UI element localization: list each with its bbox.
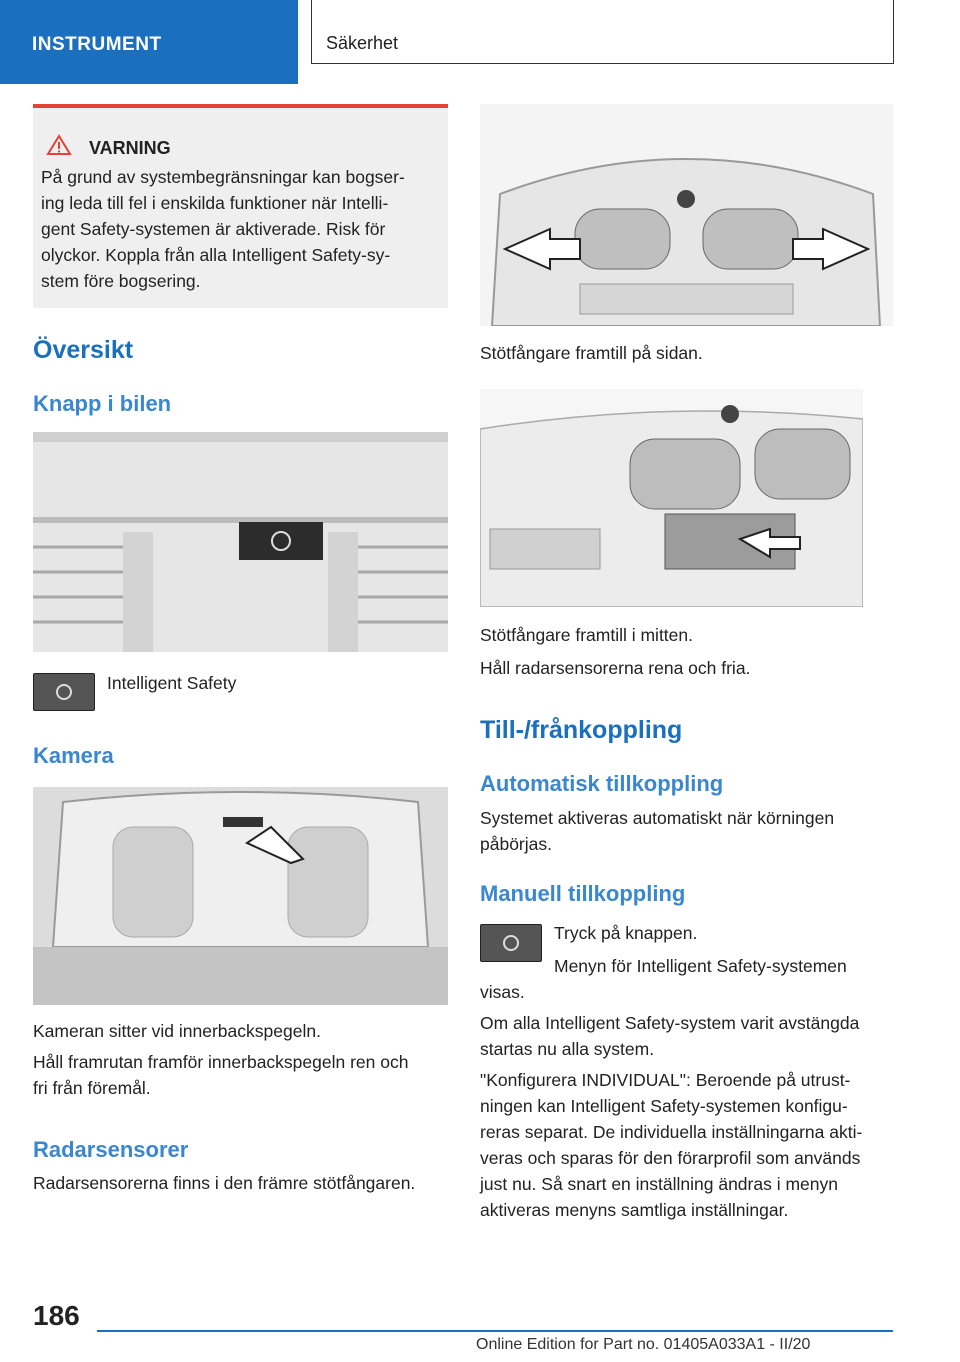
text-line: reras separat. De individuella inställningarna akti-: [480, 1122, 863, 1142]
auto-text-b: påbörjas.: [480, 834, 552, 854]
warning-body: [41, 164, 441, 294]
text-line: veras och sparas för den förarprofil som används: [480, 1148, 861, 1168]
heading-knapp: Knapp i bilen: [33, 391, 172, 416]
footer-edition: Online Edition for Part no. 01405A033A1 - II/20: [476, 1336, 811, 1353]
heading-manuell: Manuell tillkoppling: [480, 881, 686, 906]
warning-line: På grund av systembegränsningar kan bogser-: [41, 167, 405, 187]
camera-interior-image: [33, 787, 448, 1005]
warning-title: VARNING: [89, 138, 171, 158]
bumper-center-image: [480, 389, 863, 607]
warning-box: [33, 104, 448, 308]
header-topic-box: [311, 0, 894, 64]
heading-kamera: Kamera: [33, 743, 114, 768]
caption-center: Stötfångare framtill i mitten.: [480, 625, 693, 645]
paragraph-individual: [480, 1067, 862, 1223]
intelligent-safety-button-icon: [480, 924, 542, 962]
auto-text-a: Systemet aktiveras automatiskt när körningen: [480, 808, 835, 828]
warning-line: ing leda till fel i enskilda funktioner när Intelli-: [41, 193, 389, 213]
heading-oversikt: Översikt: [33, 336, 134, 364]
kamera-text-2b: fri från föremål.: [33, 1078, 151, 1098]
caption-side: Stötfångare framtill på sidan.: [480, 343, 703, 363]
dashboard-button-image: [33, 432, 448, 652]
warning-triangle-icon: [46, 134, 72, 156]
warning-line: olyckor. Koppla från alla Intelligent Safety-sy-: [41, 245, 391, 265]
kamera-text-1: Kameran sitter vid innerbackspegeln.: [33, 1021, 321, 1041]
paragraph-all-systems: [480, 1010, 859, 1062]
text-line: startas nu alla system.: [480, 1039, 655, 1059]
kamera-text-2a: Håll framrutan framför innerbackspegeln ren och: [33, 1052, 409, 1072]
manual-step-1: Tryck på knappen.: [554, 923, 698, 943]
text-line: "Konfigurera INDIVIDUAL": Beroende på utrust-: [480, 1070, 851, 1090]
header-topic-label: Säkerhet: [326, 33, 399, 53]
heading-automatisk: Automatisk tillkoppling: [480, 771, 724, 796]
manual-step-2a: Menyn för Intelligent Safety-systemen: [554, 956, 847, 976]
header-section-tab: [0, 0, 298, 84]
bumper-side-image: [480, 104, 893, 326]
heading-radar: Radarsensorer: [33, 1137, 189, 1162]
warning-line: stem före bogsering.: [41, 271, 201, 291]
header-section-label: INSTRUMENT: [32, 34, 162, 55]
page-number: 186: [33, 1300, 80, 1331]
button-label: Intelligent Safety: [107, 673, 237, 693]
radar-text: Radarsensorerna finns i den främre stötfångaren.: [33, 1173, 416, 1193]
text-line: ningen kan Intelligent Safety-systemen konfigu-: [480, 1096, 848, 1116]
caption-keep-clean: Håll radarsensorerna rena och fria.: [480, 658, 751, 678]
text-line: just nu. Så snart en inställning ändras i menyn: [480, 1174, 838, 1194]
manual-step-2b: visas.: [480, 982, 525, 1002]
text-line: Om alla Intelligent Safety-system varit avstängda: [480, 1013, 860, 1033]
footer-divider: [97, 1330, 893, 1332]
text-line: aktiveras menyns samtliga inställningar.: [480, 1200, 789, 1220]
intelligent-safety-button-icon: [33, 673, 95, 711]
warning-line: gent Safety-systemen är aktiverade. Risk för: [41, 219, 386, 239]
heading-till-fran: Till-/frånkoppling: [480, 716, 683, 744]
